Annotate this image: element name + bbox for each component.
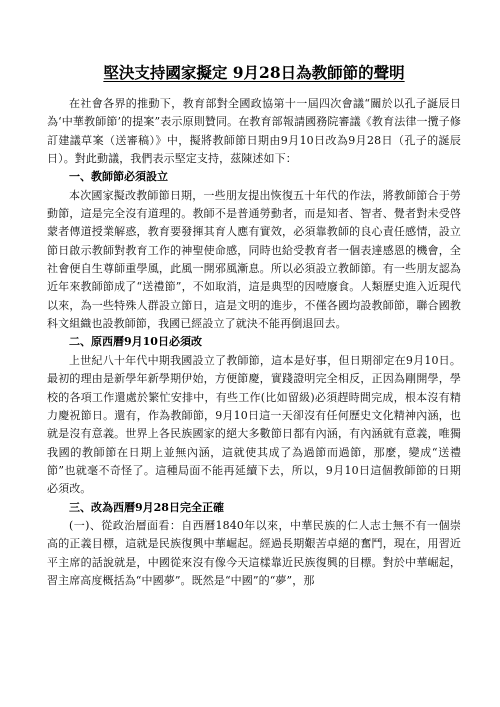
section-3 bbox=[47, 499, 461, 591]
section-heading: 一、教師節必須設立 bbox=[69, 170, 168, 184]
intro-paragraph: 在社會各界的推動下，教育部對全國政協第十一屆四次會議“關於以孔子誕辰日為‘中華教師節’的提案”表示原則贊同。在教育部報請國務院審議《教育法律一攬子修訂建議草案（送審稿）》中，擬將教師節日期由9月10日改為9月28日（孔子的誕辰日）。對此動議，我們表示堅定支持，茲陳述如下： bbox=[47, 97, 461, 166]
section-1 bbox=[47, 168, 461, 333]
section-heading: 二、原西曆9月10日必須改 bbox=[69, 335, 202, 349]
section-paragraph: (一)、從政治層面看：自西曆1840年以來，中華民族的仁人志士無不有一個崇高的正義目標，這就是民族復興中華崛起。經過長期艱苦卓絕的奮鬥，現在，用習近平主席的話說就是，中國從來沒有像今天這樣靠近民族復興的目標。對於中華崛起，習主席高度概括為“中國夢”。既然是“中國”的“夢”，那 bbox=[47, 518, 461, 587]
document-title: 堅決支持國家擬定 9月28日為教師節的聲明 bbox=[103, 63, 405, 82]
document-body bbox=[47, 95, 461, 590]
section-paragraph: 上世紀八十年代中期我國設立了教師節，這本是好事，但日期卻定在9月10日。最初的理由是新學年新學期伊始，方便節慶，實踐證明完全相反，正因為剛開學，學校的各項工作還處於繁忙安排中，有些工作(比如留級)必須趕時間完成，根本沒有精力慶祝節日。還有，作為教師節，9月10日這一天卻沒有任何歷史文化精神內涵，也就是沒有意義。世界上各民族國家的絕大多數節日都有內涵，有內涵就有意義，唯獨我國的教師節在日期上並無內涵，這就使其成了為過節而過節，那麼，變成“送禮節”也就毫不奇怪了。這種局面不能再延續下去，所以，9月10日這個教師節的日期必須改。 bbox=[47, 353, 461, 496]
section-paragraph: 本次國家擬改教師節日期，一些朋友提出恢復五十年代的作法，將教師節合于勞動節，這是完全沒有道理的。教師不是普通勞動者，而是知者、智者、覺者對未受啓蒙者傳道授業解惑，教育要發揮其育人應有實效，必須靠教師的良心責任感情，設立節日啟示教師對教育工作的神聖使命感，同時也給受教育者一個表達感恩的機會，全社會便自生尊師重學風，此風一開邪風漸息。所以必須設立教師節。有一些朋友認為近年來教師節成了“送禮節”，不如取消，這是典型的因噎廢食。人類歷史進入近現代以來，為一些特殊人群設立節日，這是文明的進步，不僅各國均設教師節，聯合國教科文組織也設教師節，我國已經設立了就決不能再倒退回去。 bbox=[47, 188, 461, 331]
section-heading: 三、改為西曆9月28日完全正確 bbox=[69, 500, 224, 514]
section-2 bbox=[47, 333, 461, 498]
